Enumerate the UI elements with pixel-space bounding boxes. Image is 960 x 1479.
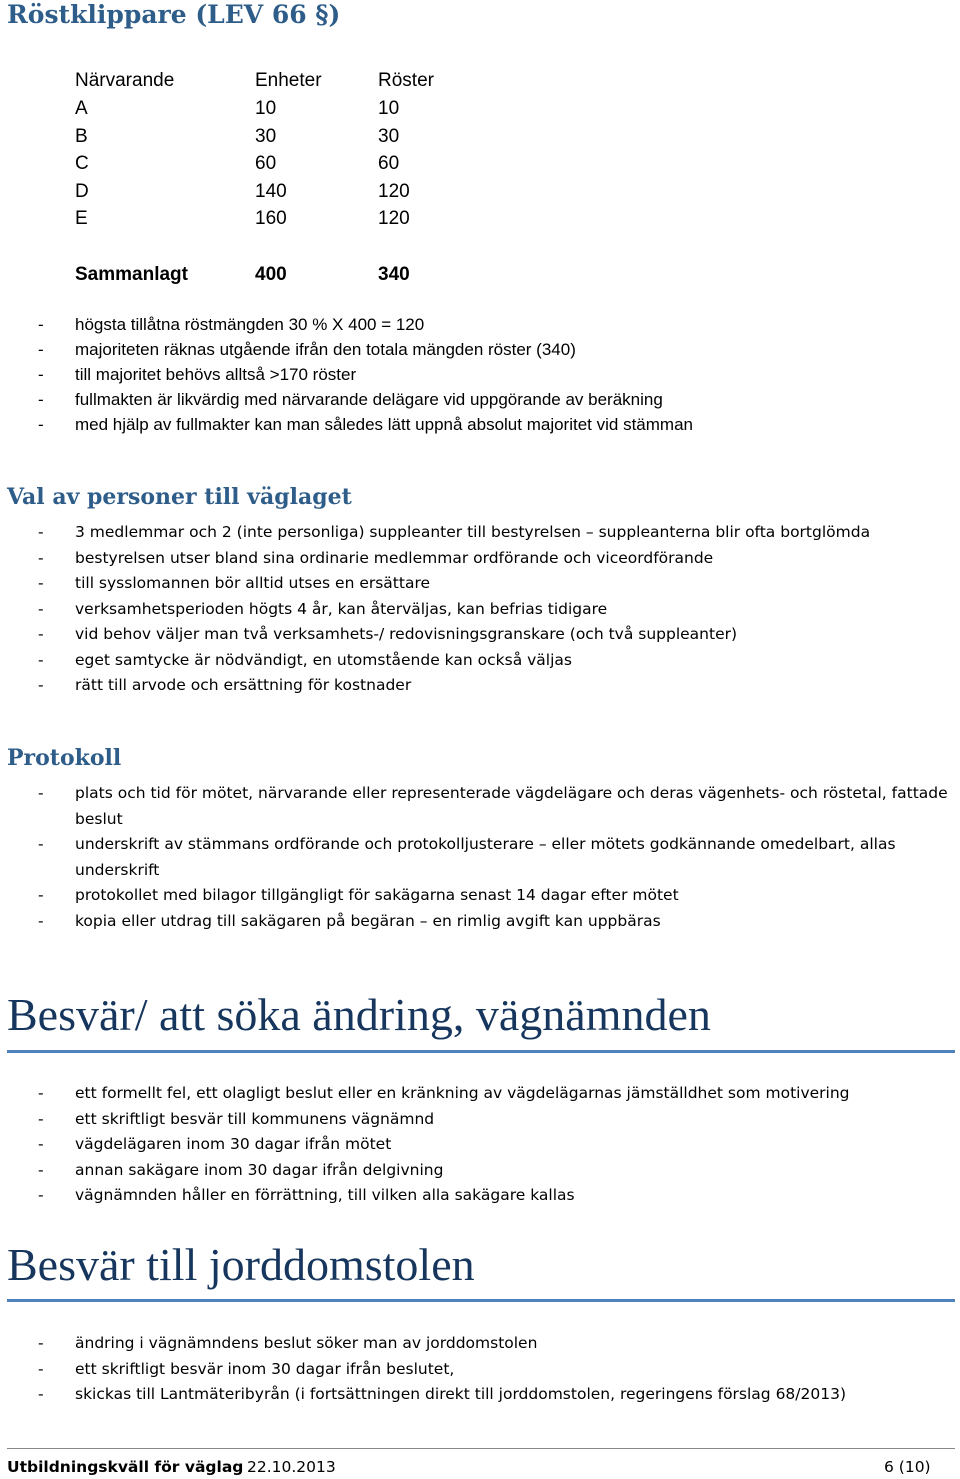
list-item-text: protokollet med bilagor tillgängligt för sakägarna senast 14 dagar efter mötet [75, 886, 679, 904]
list-item-text: kopia eller utdrag till sakägaren på begäran – en rimlig avgift kan uppbäras [75, 911, 661, 930]
header-roster: Röster [378, 70, 434, 91]
bullet-dash: - [38, 390, 44, 409]
list-item-text: annan sakägare inom 30 dagar ifrån delgivning [75, 1160, 444, 1179]
row-label: D [75, 180, 89, 202]
list-item-text: plats och tid för mötet, närvarande eller representerade vägdelägare och deras vägenhets- och röstetal, fattade beslut [75, 784, 948, 828]
section-heading-val: Val av personer till väglaget [7, 484, 352, 510]
list-item-text: ett skriftligt besvär inom 30 dagar ifrån beslutet, [75, 1359, 455, 1378]
header-enheter: Enheter [255, 70, 322, 91]
list-item [0, 883, 950, 909]
row-roster: 30 [378, 125, 400, 147]
list-item [0, 571, 950, 597]
bullet-dash: - [38, 1385, 44, 1403]
besvar-vagnamnden-list [0, 1081, 960, 1209]
list-item [0, 312, 950, 337]
list-item-text: med hjälp av fullmakter kan man således lätt uppnå absolut majoritet vid stämman [75, 415, 693, 434]
bullet-dash: - [38, 1359, 44, 1378]
bullet-dash: - [38, 835, 44, 853]
bullet-dash: - [38, 415, 44, 434]
table-row [0, 208, 960, 230]
bullet-dash: - [38, 574, 44, 592]
list-item [0, 909, 950, 935]
bullet-dash: - [38, 1334, 44, 1352]
bullet-dash: - [38, 523, 44, 541]
list-item [0, 1132, 950, 1158]
list-item-text: bestyrelsen utser bland sina ordinarie medlemmar ordförande och viceordförande [75, 548, 714, 567]
total-label: Sammanlagt [75, 263, 188, 285]
list-item-text: till sysslomannen bör alltid utses en ersättare [75, 574, 431, 592]
vote-notes-list [0, 312, 960, 437]
row-enheter: 160 [255, 208, 287, 229]
list-item [0, 387, 950, 412]
row-roster: 10 [378, 98, 400, 119]
section-heading-besvar-vagnamnden: Besvär/ att söka ändring, vägnämnden [7, 989, 711, 1040]
bullet-dash: - [38, 1084, 44, 1102]
list-item [0, 1331, 950, 1357]
vote-table-header [0, 70, 960, 92]
bullet-dash: - [38, 1109, 44, 1128]
table-row [0, 126, 960, 148]
footer-divider [7, 1448, 955, 1449]
row-label: B [75, 125, 88, 147]
bullet-dash: - [38, 650, 44, 669]
list-item [0, 362, 950, 387]
bullet-dash: - [38, 1186, 44, 1204]
list-item [0, 1382, 950, 1408]
val-list [0, 520, 960, 699]
table-row [0, 153, 960, 175]
bullet-dash: - [38, 365, 44, 384]
bullet-dash: - [38, 784, 44, 802]
list-item-text: vägnämnden håller en förrättning, till vilken alla sakägare kallas [75, 1186, 575, 1204]
bullet-dash: - [38, 625, 44, 643]
bullet-dash: - [38, 911, 44, 930]
list-item [0, 412, 950, 437]
row-label: E [75, 208, 88, 229]
list-item [0, 597, 950, 623]
heading-underline [7, 1299, 955, 1302]
bullet-dash: - [38, 599, 44, 618]
list-item-text: vägdelägaren inom 30 dagar ifrån mötet [75, 1135, 392, 1153]
list-item-text: verksamhetsperioden högts 4 år, kan återväljas, kan befrias tidigare [75, 599, 608, 618]
list-item [0, 1158, 950, 1184]
list-item-text: ett skriftligt besvär till kommunens vägnämnd [75, 1109, 435, 1128]
list-item [0, 832, 950, 883]
list-item-text: till majoritet behövs alltså >170 röster [75, 365, 357, 384]
page-title: Röstklippare (LEV 66 §) [7, 0, 341, 29]
list-item-text: underskrift av stämmans ordförande och protokolljusterare – eller mötets godkännande omedelbart, allas underskrift [75, 835, 896, 879]
bullet-dash: - [38, 676, 44, 694]
row-roster: 120 [378, 208, 410, 229]
bullet-dash: - [38, 340, 44, 359]
list-item [0, 1107, 950, 1133]
list-item [0, 1183, 950, 1209]
list-item-text: vid behov väljer man två verksamhets-/ redovisningsgranskare (och två suppleanter) [75, 625, 738, 643]
list-item-text: skickas till Lantmäteribyrån (i fortsättningen direkt till jorddomstolen, regeringens förslag 68/2013) [75, 1385, 847, 1403]
list-item-text: rätt till arvode och ersättning för kostnader [75, 676, 412, 694]
list-item-text: eget samtycke är nödvändigt, en utomstående kan också väljas [75, 650, 572, 669]
protokoll-list [0, 781, 960, 934]
row-enheter: 140 [255, 180, 287, 202]
list-item [0, 337, 950, 362]
total-enheter: 400 [255, 263, 287, 285]
row-roster: 120 [378, 180, 410, 202]
list-item-text: ett formellt fel, ett olagligt beslut eller en kränkning av vägdelägarnas jämställdhet som motivering [75, 1084, 850, 1102]
list-item [0, 1081, 950, 1107]
list-item-text: ändring i vägnämndens beslut söker man av jorddomstolen [75, 1334, 538, 1352]
table-row [0, 181, 960, 203]
besvar-jorddomstolen-list [0, 1331, 960, 1408]
list-item [0, 546, 950, 572]
row-label: C [75, 153, 89, 174]
table-total-row [0, 264, 960, 286]
row-enheter: 60 [255, 153, 277, 174]
list-item [0, 648, 950, 674]
bullet-dash: - [38, 548, 44, 567]
list-item [0, 781, 950, 832]
table-row [0, 98, 960, 120]
row-label: A [75, 98, 88, 119]
bullet-dash: - [38, 315, 44, 334]
bullet-dash: - [38, 1160, 44, 1179]
footer-page-number: 6 (10) [884, 1458, 931, 1476]
bullet-dash: - [38, 1135, 44, 1153]
list-item [0, 673, 950, 699]
section-heading-protokoll: Protokoll [7, 745, 122, 771]
row-enheter: 30 [255, 125, 277, 147]
row-roster: 60 [378, 153, 400, 174]
header-narvarande: Närvarande [75, 70, 175, 91]
section-heading-besvar-jorddomstolen: Besvär till jorddomstolen [7, 1239, 475, 1290]
list-item-text: fullmakten är likvärdig med närvarande delägare vid uppgörande av beräkning [75, 390, 663, 409]
row-enheter: 10 [255, 98, 277, 119]
list-item [0, 1357, 950, 1383]
footer-org: Utbildningskväll för väglag [7, 1458, 244, 1476]
list-item [0, 520, 950, 546]
footer-date: 22.10.2013 [247, 1458, 336, 1476]
vote-table [0, 70, 960, 290]
list-item-text: 3 medlemmar och 2 (inte personliga) suppleanter till bestyrelsen – suppleanterna blir ofta bortglömda [75, 523, 871, 541]
bullet-dash: - [38, 886, 44, 904]
total-roster: 340 [378, 263, 410, 285]
list-item-text: högsta tillåtna röstmängden 30 % X 400 = 120 [75, 315, 425, 334]
heading-underline [7, 1050, 955, 1053]
list-item [0, 622, 950, 648]
list-item-text: majoriteten räknas utgående ifrån den totala mängden röster (340) [75, 340, 576, 359]
